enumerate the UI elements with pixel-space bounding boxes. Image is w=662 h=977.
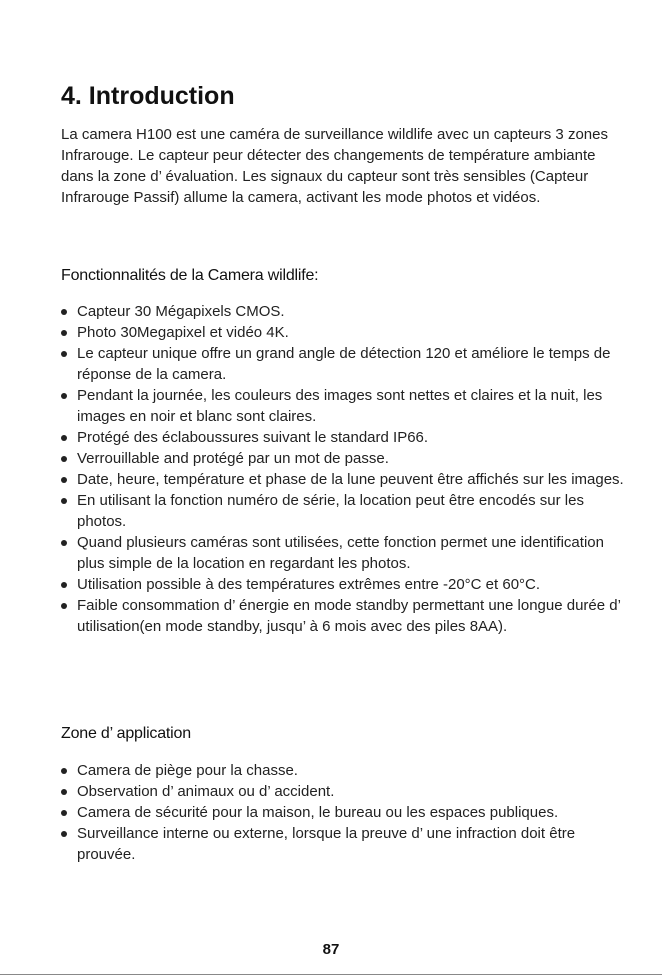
bullet-icon — [61, 351, 67, 357]
features-heading: Fonctionnalités de la Camera wildlife: — [61, 267, 319, 284]
bottom-divider — [0, 974, 662, 975]
list-item — [61, 343, 631, 385]
list-item-text: Camera de piège pour la chasse. — [77, 762, 298, 779]
features-list — [61, 301, 631, 637]
list-item — [61, 301, 631, 322]
list-item — [61, 823, 631, 865]
list-item — [61, 469, 631, 490]
list-item-text: Observation d’ animaux ou d’ accident. — [77, 783, 335, 800]
list-item-text: Surveillance interne ou externe, lorsque la preuve d’ une infraction doit être prouvée. — [77, 825, 576, 863]
list-item-text: Protégé des éclaboussures suivant le standard IP66. — [77, 429, 429, 446]
list-item — [61, 532, 631, 574]
list-item-text: Quand plusieurs caméras sont utilisées, cette fonction permet une identification plus simple de la location en regardant les photos. — [77, 534, 604, 572]
bullet-icon — [61, 789, 67, 795]
list-item-text: En utilisant la fonction numéro de série, la location peut être encodés sur les photos. — [77, 492, 584, 530]
page-title: 4. Introduction — [61, 82, 235, 110]
bullet-icon — [61, 309, 67, 315]
application-list — [61, 760, 631, 865]
bullet-icon — [61, 582, 67, 588]
list-item — [61, 490, 631, 532]
bullet-icon — [61, 498, 67, 504]
bullet-icon — [61, 330, 67, 336]
bullet-icon — [61, 810, 67, 816]
list-item — [61, 574, 631, 595]
list-item — [61, 322, 631, 343]
list-item-text: Capteur 30 Mégapixels CMOS. — [77, 303, 285, 320]
list-item — [61, 781, 631, 802]
bullet-icon — [61, 393, 67, 399]
list-item-text: Date, heure, température et phase de la lune peuvent être affichés sur les images. — [77, 471, 624, 488]
list-item — [61, 760, 631, 781]
list-item-text: Camera de sécurité pour la maison, le bureau ou les espaces publiques. — [77, 804, 559, 821]
list-item — [61, 385, 631, 427]
list-item — [61, 448, 631, 469]
bullet-icon — [61, 831, 67, 837]
application-heading: Zone d’ application — [61, 725, 191, 742]
bullet-icon — [61, 540, 67, 546]
page-number: 87 — [322, 941, 340, 958]
bullet-icon — [61, 477, 67, 483]
list-item-text: Utilisation possible à des températures extrêmes entre -20°C et 60°C. — [77, 576, 541, 593]
list-item-text: Photo 30Megapixel et vidéo 4K. — [77, 324, 289, 341]
list-item — [61, 427, 631, 448]
bullet-icon — [61, 603, 67, 609]
bullet-icon — [61, 435, 67, 441]
bullet-icon — [61, 456, 67, 462]
list-item — [61, 595, 631, 637]
intro-paragraph: La camera H100 est une caméra de surveillance wildlife avec un capteurs 3 zones Infrarouge. Le capteur peur détecter des changements de température ambiante dans la zone d’ évaluation. Les signaux du capteur sont très sensibles (Capteur Infrarouge Passif) allume la camera, activant les mode photos et vidéos. — [61, 126, 608, 206]
list-item-text: Faible consommation d’ énergie en mode standby permettant une longue durée d’ utilisation(en mode standby, jusqu’ à 6 mois avec des piles 8AA). — [77, 597, 621, 635]
list-item-text: Le capteur unique offre un grand angle de détection 120 et améliore le temps de réponse de la camera. — [77, 345, 611, 383]
list-item-text: Verrouillable and protégé par un mot de passe. — [77, 450, 389, 467]
bullet-icon — [61, 768, 67, 774]
list-item — [61, 802, 631, 823]
list-item-text: Pendant la journée, les couleurs des images sont nettes et claires et la nuit, les images en noir et blanc sont claires. — [77, 387, 603, 425]
